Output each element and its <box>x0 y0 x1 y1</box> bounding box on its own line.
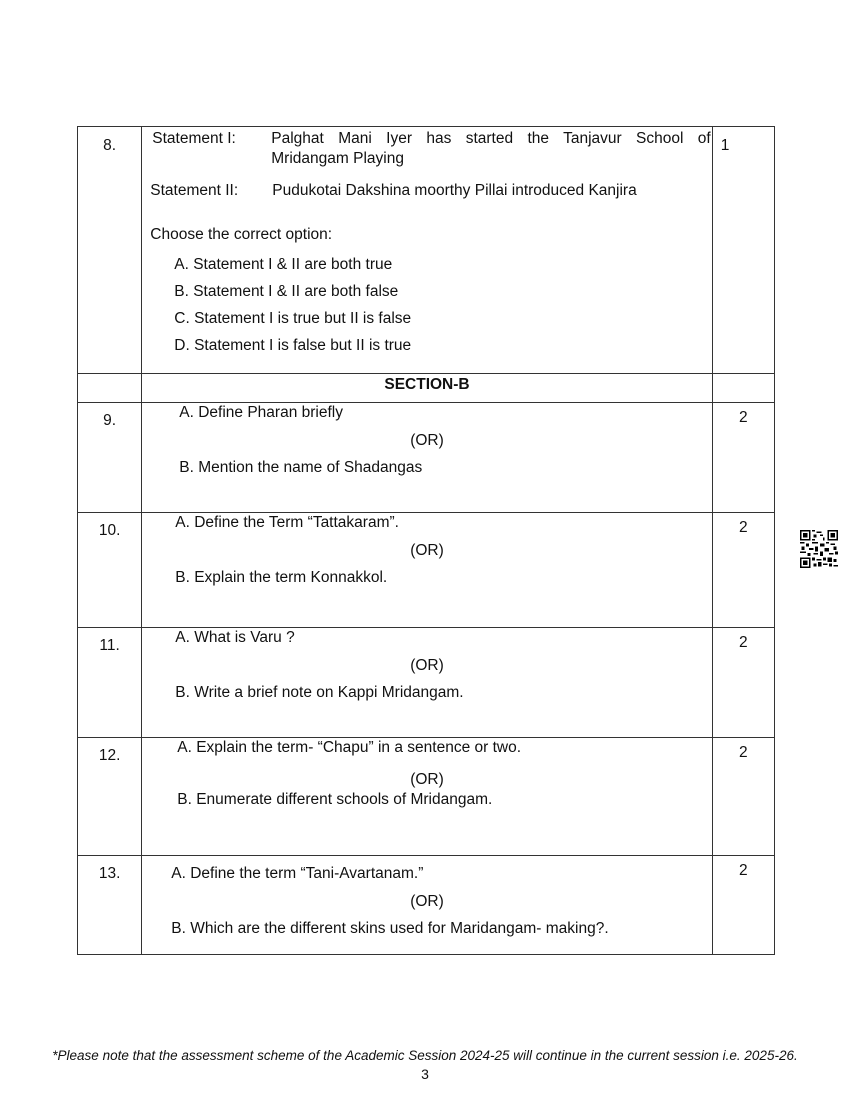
question-number: 12. <box>78 738 142 856</box>
question-table <box>77 126 775 955</box>
question-marks: 2 <box>712 856 774 955</box>
option-list <box>174 251 711 359</box>
option-b-text: B. Which are the different skins used for Maridangam- making?. <box>171 920 609 937</box>
question-number: 8. <box>78 127 142 374</box>
question-row-11 <box>78 628 775 738</box>
question-marks: 2 <box>712 628 774 738</box>
option-a-text: A. Explain the term- “Chapu” in a sentence or two. <box>177 739 522 756</box>
option-d: D. Statement I is false but II is true <box>174 337 412 354</box>
question-row-8 <box>78 127 775 374</box>
question-number: 11. <box>78 628 142 738</box>
option-a-text: A. Define the term “Tani-Avartanam.” <box>171 865 424 882</box>
option-a-text: A. Define the Term “Tattakaram”. <box>175 514 399 531</box>
statement-2-text: Pudukotai Dakshina moorthy Pillai introduced Kanjira <box>272 182 637 199</box>
statement-1-text: Palghat Mani Iyer has started the Tanjavur School of Mridangam Playing <box>271 130 711 167</box>
question-marks: 2 <box>712 738 774 856</box>
page-number: 3 <box>421 1066 429 1082</box>
statement-1 <box>142 129 711 169</box>
question-number: 9. <box>78 403 142 513</box>
question-marks: 1 <box>712 127 774 374</box>
choose-prompt: Choose the correct option: <box>150 226 333 243</box>
question-body <box>142 127 712 374</box>
or-separator: (OR) <box>410 771 444 788</box>
or-separator: (OR) <box>410 432 444 449</box>
or-separator: (OR) <box>410 893 444 910</box>
option-a-text: A. What is Varu ? <box>175 629 295 646</box>
option-a: A. Statement I & II are both true <box>174 256 393 273</box>
footer-note: *Please note that the assessment scheme of the Academic Session 2024-25 will continue in the current session i.e. 2025-26. <box>52 1048 798 1063</box>
question-row-12 <box>78 738 775 856</box>
option-b-text: B. Mention the name of Shadangas <box>179 459 423 476</box>
qr-code-icon <box>800 530 838 568</box>
question-row-9 <box>78 403 775 513</box>
question-body <box>142 403 712 513</box>
question-number: 10. <box>78 513 142 628</box>
option-b-text: B. Enumerate different schools of Mridangam. <box>177 791 493 808</box>
question-row-13 <box>78 856 775 955</box>
question-body <box>142 856 712 955</box>
or-separator: (OR) <box>410 657 444 674</box>
statement-2 <box>142 181 711 201</box>
or-separator: (OR) <box>410 542 444 559</box>
question-body <box>142 738 712 856</box>
question-number: 13. <box>78 856 142 955</box>
question-body <box>142 628 712 738</box>
statement-1-label: Statement I: <box>152 130 236 147</box>
option-a-text: A. Define Pharan briefly <box>179 404 343 421</box>
question-body <box>142 513 712 628</box>
section-b-row <box>78 374 775 403</box>
option-b-text: B. Write a brief note on Kappi Mridangam. <box>175 684 464 701</box>
option-c: C. Statement I is true but II is false <box>174 310 412 327</box>
option-b: B. Statement I & II are both false <box>174 283 399 300</box>
question-row-10 <box>78 513 775 628</box>
statement-2-label: Statement II: <box>150 182 239 199</box>
question-marks: 2 <box>712 403 774 513</box>
option-b-text: B. Explain the term Konnakkol. <box>175 569 388 586</box>
section-b-title: SECTION-B <box>142 374 712 403</box>
question-marks: 2 <box>712 513 774 628</box>
